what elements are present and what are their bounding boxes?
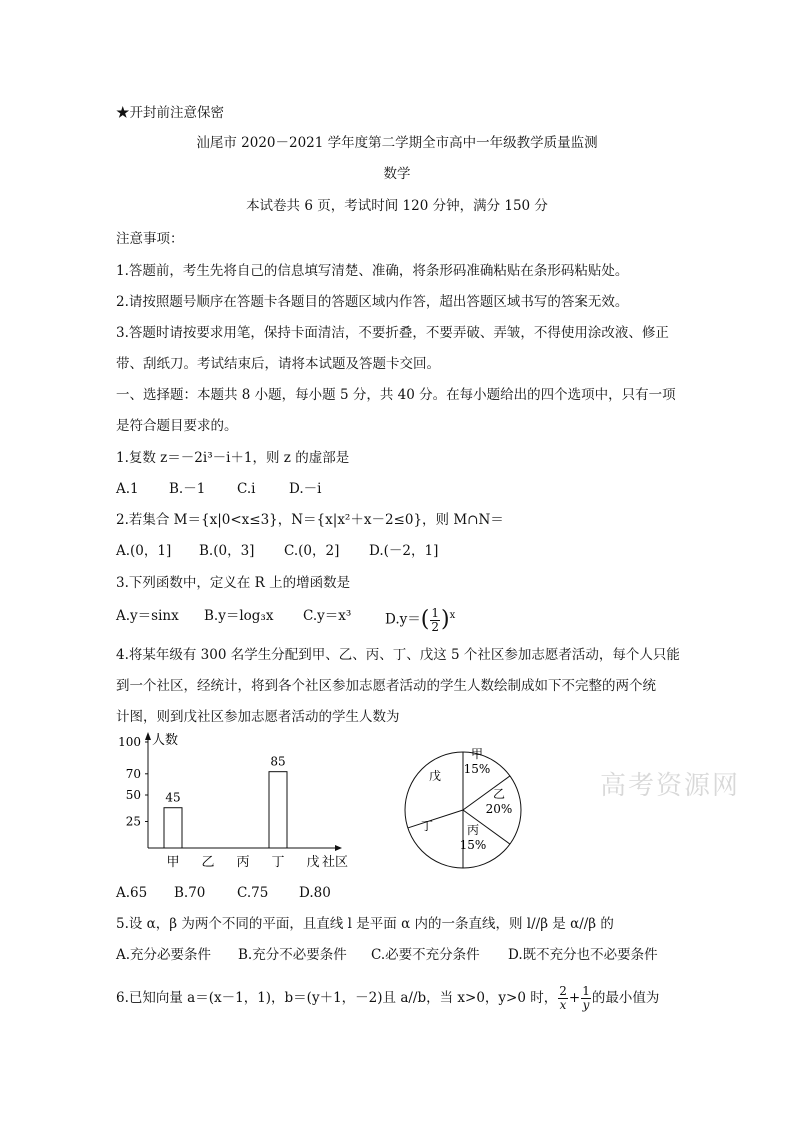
q6-frac1-numerator: 2: [559, 984, 567, 998]
q4-line3: 计图，则到戊社区参加志愿者活动的学生人数为: [116, 709, 400, 725]
q4-option-b: B.70: [174, 885, 206, 901]
exam-info: 本试卷共 6 页，考试时间 120 分钟，满分 150 分: [246, 198, 548, 214]
y-tick-label: 100: [118, 735, 141, 749]
q3-frac-denominator: 2: [431, 619, 439, 634]
q4-line1: 4.将某年级有 300 名学生分配到甲、乙、丙、丁、戊这 5 个社区参加志愿者活动，每个人只能: [116, 647, 680, 663]
bar-value-label: 85: [270, 754, 286, 769]
q4-line2: 到一个社区，经统计，将到各个社区参加志愿者活动的学生人数绘制成如下不完整的两个统: [116, 678, 656, 694]
q3-option-c: C.y＝x³: [303, 608, 352, 624]
q3-frac-numerator: 1: [431, 605, 439, 620]
q3-option-d-prefix: D.y＝: [385, 611, 421, 628]
q3-exponent: x: [449, 610, 456, 621]
pie-slice-label: 丁: [420, 819, 434, 833]
bar-chart: [110, 728, 380, 878]
y-tick-label: 50: [125, 788, 141, 802]
q5-option-b: B.充分不必要条件: [238, 947, 347, 963]
q6-frac2-numerator: 1: [582, 984, 590, 998]
q3-option-b: B.y＝log₃x: [204, 608, 274, 624]
y-tick-label: 25: [125, 814, 141, 829]
x-axis-arrow: [335, 845, 342, 851]
bar: [164, 808, 182, 848]
q3-stem: 3.下列函数中，定义在 R 上的增函数是: [116, 575, 351, 591]
note-3b: 带、刮纸刀。考试结束后，请将本试题及答题卡交回。: [116, 356, 440, 372]
section-heading-line1: 一、选择题：本题共 8 小题，每小题 5 分，共 40 分。在每小题给出的四个选项中，只有一项: [116, 387, 676, 403]
q4-option-c: C.75: [237, 885, 269, 901]
y-axis-label: 人数: [152, 733, 179, 748]
y-axis-arrow: [145, 732, 151, 740]
q2-option-c: C.(0，2]: [284, 543, 340, 559]
q2-stem: 2.若集合 M＝{x|0<x≤3}，N＝{x|x²＋x－2≤0}，则 M∩N＝: [116, 512, 504, 528]
pie-slice-label: 乙: [492, 787, 506, 801]
bar: [269, 772, 287, 848]
note-2: 2.请按照题号顺序在答题卡各题目的答题区域内作答，超出答题区域书写的答案无效。: [116, 294, 629, 310]
right-paren: ): [441, 607, 450, 632]
q1-option-c: C.i: [237, 481, 256, 497]
q2-option-a: A.(0，1]: [116, 543, 172, 559]
q6-frac2-denominator: y: [582, 998, 590, 1012]
q6-fraction-1: [558, 985, 568, 1012]
q1-stem: 1.复数 z＝－2i³－i＋1，则 z 的虚部是: [116, 450, 350, 466]
confidential-note: ★开封前注意保密: [116, 105, 224, 121]
q6-plus: +: [568, 990, 581, 1006]
subject-title: 数学: [383, 166, 411, 182]
note-1: 1.答题前，考生先将自己的信息填写清楚、准确，将条形码准确粘贴在条形码粘贴处。: [116, 263, 629, 279]
x-tick-label: 丙: [236, 855, 250, 870]
q2-option-d: D.(－2，1]: [369, 543, 439, 559]
note-3a: 3.答题时请按要求用笔，保持卡面清洁，不要折叠，不要弄破、弄皱，不得使用涂改液、修正: [116, 325, 669, 341]
watermark: 高考资源网: [600, 771, 741, 801]
x-tick-label: 甲: [166, 855, 180, 870]
q1-option-b: B.－1: [169, 481, 206, 497]
bar-value-label: 45: [165, 790, 181, 805]
pie-slice-label: 戊: [428, 769, 442, 783]
notes-heading: 注意事项：: [116, 231, 184, 247]
q5-option-a: A.充分必要条件: [116, 947, 212, 963]
q3-fraction: [430, 607, 440, 634]
y-tick-label: 70: [125, 766, 141, 781]
q5-option-d: D.既不充分也不必要条件: [508, 947, 658, 963]
q2-option-b: B.(0，3]: [199, 543, 255, 559]
pie-slice-label: 甲: [470, 747, 484, 761]
q4-option-d: D.80: [299, 885, 331, 901]
left-paren: (: [420, 607, 430, 632]
pie-slice-label: 丙: [466, 823, 480, 837]
pie-slice-percent: 20%: [485, 802, 513, 816]
q6-tail: 的最小值为: [591, 990, 660, 1006]
x-tick-label: 丁: [271, 855, 285, 870]
q3-option-a: A.y＝sinx: [116, 608, 179, 624]
q1-option-d: D.－i: [289, 481, 322, 497]
pie-slice-percent: 15%: [463, 762, 491, 776]
q6-frac1-denominator: x: [559, 998, 567, 1012]
q6-stem: 6.已知向量 a＝(x－1，1)，b＝(y＋1，－2)且 a//b，当 x>0，y>0 时，: [116, 990, 558, 1006]
q5-option-c: C.必要不充分条件: [371, 947, 480, 963]
q6-fraction-2: [581, 985, 591, 1012]
x-tick-label: 戊: [306, 855, 320, 870]
x-tick-label: 乙: [201, 855, 215, 870]
pie-chart: [395, 736, 545, 886]
q5-stem: 5.设 α，β 为两个不同的平面，且直线 l 是平面 α 内的一条直线，则 l//β 是 α//β 的: [116, 916, 614, 932]
q1-option-a: A.1: [116, 481, 139, 497]
section-heading-line2: 是符合题目要求的。: [116, 418, 238, 434]
exam-title: 汕尾市 2020－2021 学年度第二学期全市高中一年级教学质量监测: [196, 135, 598, 151]
x-axis-label: 社区: [322, 855, 349, 870]
q4-option-a: A.65: [116, 885, 148, 901]
q3-option-d: [385, 598, 455, 638]
q6-stem-line: [116, 980, 659, 1016]
pie-slice-percent: 15%: [459, 838, 487, 852]
